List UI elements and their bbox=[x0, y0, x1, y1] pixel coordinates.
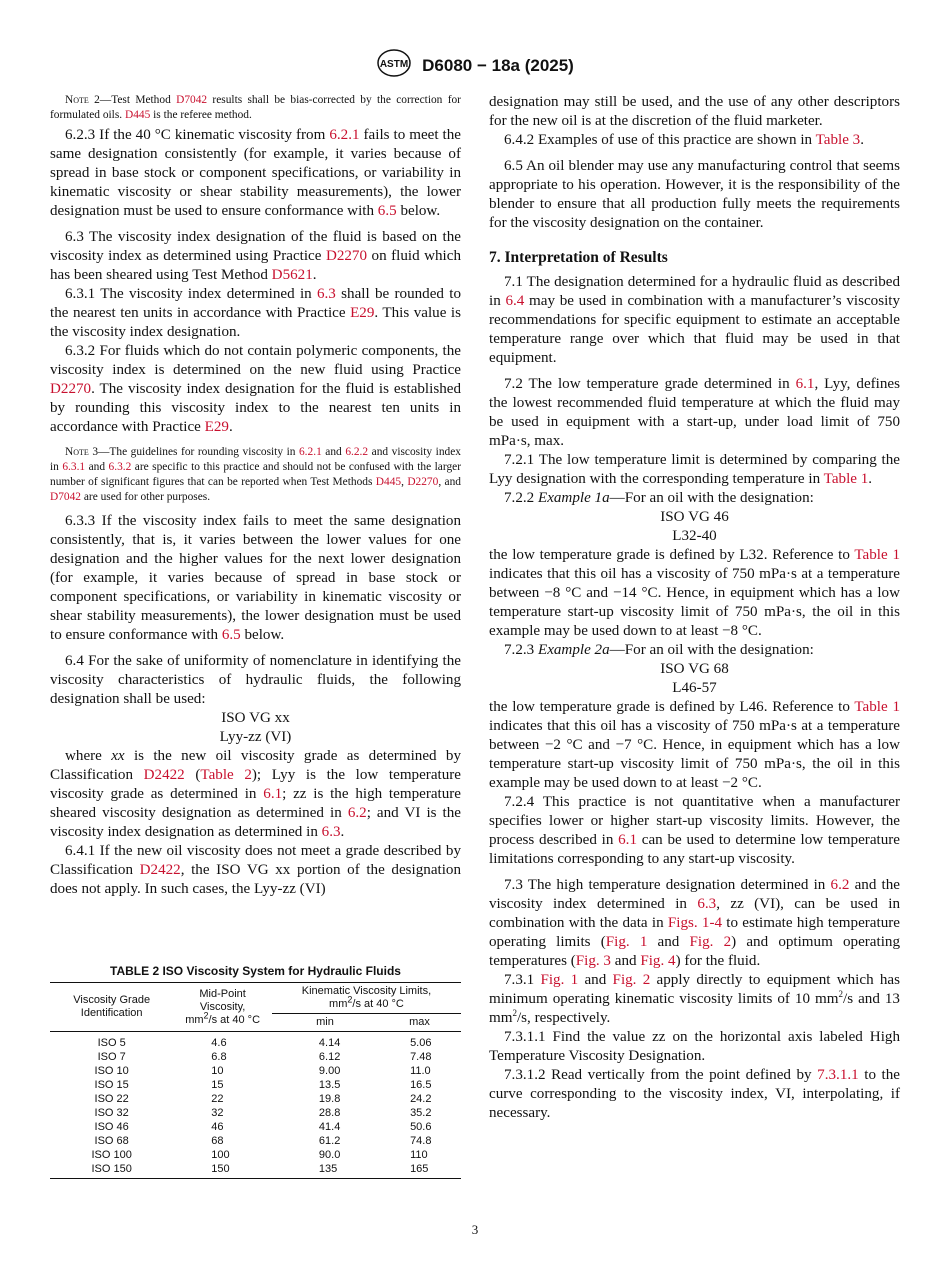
cell-midpoint: 6.8 bbox=[211, 1051, 227, 1063]
ref-link[interactable]: Table 2 bbox=[200, 767, 252, 783]
para-7-2-2-body: the low temperature grade is defined by L32. Reference to Table 1 indicates that this oil has a viscosity of 750 mPa·s at a temperature between −8 °C and −14 °C. Hence, in equipment which has a low temperature start-up viscosity limit of 750 mPa·s, the oil in this example may be used down to at least −8 °C. bbox=[489, 547, 900, 639]
ref-link[interactable]: Fig. 3 bbox=[575, 953, 611, 969]
viscosity-table bbox=[50, 982, 461, 1179]
cell-min: 28.8 bbox=[318, 1107, 341, 1119]
ref-link[interactable]: Fig. 4 bbox=[640, 953, 676, 969]
ref-link[interactable]: 6.3 bbox=[697, 896, 717, 912]
page-header bbox=[0, 48, 950, 83]
ref-link[interactable]: 6.2.1 bbox=[298, 446, 322, 458]
cell-max: 35.2 bbox=[410, 1107, 432, 1119]
col-header-midpoint: Mid-Point Viscosity, $mm^2/s$ at 40 °C bbox=[173, 983, 272, 1032]
ref-link[interactable]: Fig. 1 bbox=[540, 972, 579, 988]
cell-min: 90.0 bbox=[318, 1149, 341, 1161]
ref-link[interactable]: 6.3 bbox=[321, 824, 341, 840]
ref-link[interactable]: E29 bbox=[350, 305, 375, 321]
cell-max: 50.6 bbox=[410, 1121, 432, 1133]
ref-link[interactable]: Fig. 1 bbox=[605, 934, 648, 950]
ref-link[interactable]: 6.2.2 bbox=[345, 446, 369, 458]
ref-link[interactable]: 6.2 bbox=[830, 877, 850, 893]
ref-link[interactable]: 7.3.1.1 bbox=[817, 1067, 859, 1083]
cell-grade: ISO 150 bbox=[50, 1162, 173, 1179]
para-7-3-1: 7.3.1 Fig. 1 and Fig. 2 apply directly to equipment which has minimum operating kinematic viscosity limits of 10 $mm^2/s$ and 13 $mm^2/s$, respectively. bbox=[489, 972, 901, 1026]
cell-grade: ISO 68 bbox=[94, 1135, 129, 1147]
example-2a-line-1: ISO VG 68 bbox=[660, 661, 729, 677]
col-header-grade: Viscosity Grade Identification bbox=[50, 983, 173, 1032]
para-6-4-1-cont: designation may still be used, and the use of any other descriptors for the new oil is at the discretion of the fluid marketer. bbox=[489, 94, 900, 129]
table-row bbox=[50, 1120, 461, 1134]
cell-min: 9.00 bbox=[318, 1065, 341, 1077]
table-row bbox=[50, 1078, 461, 1092]
ref-link[interactable]: D5621 bbox=[271, 267, 313, 283]
table-row bbox=[50, 1050, 461, 1064]
table-title: TABLE 2 ISO Viscosity System for Hydraulic Fluids bbox=[110, 964, 401, 978]
ref-link[interactable]: 6.5 bbox=[377, 203, 397, 219]
ref-link[interactable]: Figs. 1-4 bbox=[667, 915, 723, 931]
ref-link[interactable]: 6.2 bbox=[347, 805, 367, 821]
ref-link[interactable]: Table 1 bbox=[854, 699, 900, 715]
cell-min: 6.12 bbox=[318, 1051, 341, 1063]
col-header-min: min bbox=[272, 1014, 378, 1032]
note-3: Note 3—The guidelines for rounding viscosity in 6.2.1 and 6.2.2 and viscosity index in 6.3.1 and 6.3.2 are specific to this practice and should not be confused with the larger number of significant figures that can be reported when Test Methods D445, D2270, and D7042 are used for other purposes. bbox=[50, 446, 461, 503]
cell-midpoint: 15 bbox=[211, 1079, 224, 1091]
para-7-3: 7.3 The high temperature designation determined in 6.2 and the viscosity index determined in 6.3, zz (VI), can be used in combination with the data in Figs. 1-4 to estimate high temperature operating limits (Fig. 1 and Fig. 2) and optimum operating temperatures (Fig. 3 and Fig. 4) for the fluid. bbox=[489, 877, 901, 969]
ref-link[interactable]: D2270 bbox=[50, 381, 92, 397]
ref-link[interactable]: D7042 bbox=[50, 491, 82, 503]
ref-link[interactable]: Fig. 2 bbox=[612, 972, 651, 988]
cell-grade: ISO 5 bbox=[97, 1037, 126, 1049]
cell-max: 110 bbox=[410, 1149, 428, 1161]
note-2: Note 2—Test Method D7042 results shall be bias-corrected by the correction for formulated oils. D445 is the referee method. bbox=[50, 94, 461, 121]
para-7-1: 7.1 The designation determined for a hydraulic fluid as described in 6.4 may be used in combination with a manufacturer’s viscosity recommendations for specific equipment to estimate an acceptable temperature range over which that fluid may be used in that equipment. bbox=[489, 274, 901, 366]
ref-link[interactable]: Table 1 bbox=[854, 547, 900, 563]
cell-min: 4.14 bbox=[318, 1037, 341, 1049]
para-7-2-1: 7.2.1 The low temperature limit is determined by comparing the Lyy designation with the corresponding temperature in Table 1. bbox=[489, 452, 900, 487]
cell-max: 11.0 bbox=[410, 1065, 431, 1077]
cell-midpoint: 150 bbox=[173, 1162, 272, 1179]
page-number: 3 bbox=[471, 1222, 479, 1237]
example-2a-line-2: L46-57 bbox=[672, 680, 717, 696]
example-1a-line-1: ISO VG 46 bbox=[660, 509, 729, 525]
ref-link[interactable]: Table 3 bbox=[815, 132, 861, 148]
cell-midpoint: 22 bbox=[211, 1093, 224, 1105]
ref-link[interactable]: D2270 bbox=[407, 476, 439, 488]
cell-midpoint: 100 bbox=[211, 1149, 230, 1161]
svg-text:ASTM: ASTM bbox=[379, 59, 409, 70]
para-6-2-3: 6.2.3 If the 40 °C kinematic viscosity from 6.2.1 fails to meet the same designation consistently (for example, it varies because of spread in base stock or component specifications, or variability in kinematic viscosity or shear stability measurements), the lower designation must be used to ensure conformance with 6.5 below. bbox=[50, 127, 461, 219]
col-header-limits: Kinematic Viscosity Limits, $mm^2/s$ at 40 °C bbox=[272, 983, 461, 1014]
astm-logo-icon bbox=[376, 48, 412, 83]
cell-max: 7.48 bbox=[410, 1051, 432, 1063]
document-designation: D6080 − 18a (2025) bbox=[422, 55, 574, 75]
para-6-4-where: where xx is the new oil viscosity grade as determined by Classification D2422 (Table 2); Lyy is the low temperature viscosity grade as determined in 6.1; zz is the high temperature sheared viscosity designation as determined in 6.2; and VI is the viscosity index designation as determined in 6.3. bbox=[50, 748, 462, 840]
ref-link[interactable]: 6.4 bbox=[505, 293, 525, 309]
ref-link[interactable]: D445 bbox=[124, 109, 151, 121]
ref-link[interactable]: 6.1 bbox=[618, 832, 637, 848]
ref-link[interactable]: E29 bbox=[204, 419, 229, 435]
para-7-3-1-2: 7.3.1.2 Read vertically from the point defined by 7.3.1.1 to the curve corresponding to the viscosity index, VI, interpolating, if necessary. bbox=[489, 1067, 900, 1121]
ref-link[interactable]: 6.3.2 bbox=[108, 461, 132, 473]
cell-max: 165 bbox=[378, 1162, 461, 1179]
ref-link[interactable]: Fig. 2 bbox=[689, 934, 732, 950]
cell-grade: ISO 32 bbox=[94, 1107, 129, 1119]
cell-grade: ISO 22 bbox=[94, 1093, 129, 1105]
para-6-4-1: 6.4.1 If the new oil viscosity does not meet a grade described by Classification D2422, the ISO VG xx portion of the designation does not apply. In such cases, the Lyy-zz (VI) bbox=[50, 843, 461, 897]
cell-grade: ISO 46 bbox=[94, 1121, 129, 1133]
cell-midpoint: 32 bbox=[211, 1107, 224, 1119]
para-6-3-1: 6.3.1 The viscosity index determined in 6.3 shall be rounded to the nearest ten units in accordance with Practice E29. This value is the viscosity index designation. bbox=[50, 286, 461, 340]
table-row bbox=[50, 1092, 461, 1106]
table-row bbox=[50, 1162, 461, 1179]
cell-grade: ISO 10 bbox=[94, 1065, 129, 1077]
ref-link[interactable]: 6.5 bbox=[221, 627, 241, 643]
para-6-4-2: 6.4.2 Examples of use of this practice are shown in Table 3. bbox=[504, 132, 864, 148]
cell-grade: ISO 15 bbox=[94, 1079, 129, 1091]
designation-line-1: ISO VG xx bbox=[221, 710, 290, 726]
para-6-3: 6.3 The viscosity index designation of the fluid is based on the viscosity index as determined using Practice D2270 on fluid which has been sheared using Test Method D5621. bbox=[50, 229, 461, 283]
ref-link[interactable]: 6.3 bbox=[316, 286, 336, 302]
cell-max: 74.8 bbox=[410, 1135, 432, 1147]
para-6-5: 6.5 An oil blender may use any manufacturing control that seems appropriate to his operation. However, it is the responsibility of the blender to ensure that all production fully meets the requirements for the viscosity designation on the container. bbox=[489, 158, 900, 231]
ref-link[interactable]: D2422 bbox=[139, 862, 181, 878]
table-row bbox=[50, 1032, 461, 1051]
para-6-3-2: 6.3.2 For fluids which do not contain polymeric components, the viscosity index is determined on the new fluid using Practice D2270. The viscosity index designation for the fluid is established by rounding this viscosity index to the nearest ten units in accordance with Practice E29. bbox=[50, 343, 461, 435]
table-row bbox=[50, 1134, 461, 1148]
example-1a-line-2: L32-40 bbox=[672, 528, 717, 544]
para-6-3-3: 6.3.3 If the viscosity index fails to meet the same designation consistently, that is, it varies between the lower values for one designation and the higher values for the next lower designation (for example, it varies because of spread in base stock or component specifications, or variability in kinematic viscosity or shear stability measurements), the lower designation must be used to ensure conformance with 6.5 below. bbox=[50, 513, 461, 643]
cell-midpoint: 4.6 bbox=[211, 1037, 227, 1049]
table-2 bbox=[50, 964, 461, 1179]
section-heading-7: 7. Interpretation of Results bbox=[489, 249, 668, 266]
cell-max: 5.06 bbox=[410, 1037, 432, 1049]
right-column bbox=[489, 93, 900, 1123]
para-7-2-2: 7.2.2 Example 1a—For an oil with the designation: bbox=[504, 490, 814, 506]
designation-line-2: Lyy-zz (VI) bbox=[219, 729, 292, 745]
cell-grade: ISO 100 bbox=[91, 1149, 132, 1161]
cell-min: 19.8 bbox=[318, 1093, 341, 1105]
cell-midpoint: 46 bbox=[211, 1121, 224, 1133]
ref-link[interactable]: Table 1 bbox=[823, 471, 869, 487]
cell-min: 13.5 bbox=[318, 1079, 341, 1091]
cell-grade: ISO 7 bbox=[97, 1051, 126, 1063]
col-header-max: max bbox=[378, 1014, 461, 1032]
left-column bbox=[50, 93, 461, 899]
cell-min: 61.2 bbox=[318, 1135, 341, 1147]
ref-link[interactable]: 6.1 bbox=[795, 376, 815, 392]
cell-max: 24.2 bbox=[410, 1093, 432, 1105]
ref-link[interactable]: D445 bbox=[375, 476, 402, 488]
para-7-2-3: 7.2.3 Example 2a—For an oil with the designation: bbox=[504, 642, 814, 658]
para-6-4: 6.4 For the sake of uniformity of nomenclature in identifying the viscosity characteristics of hydraulic fluids, the following designation shall be used: bbox=[50, 653, 461, 707]
ref-link[interactable]: 6.3.1 bbox=[62, 461, 86, 473]
table-row bbox=[50, 1148, 461, 1162]
para-7-2-3-body: the low temperature grade is defined by L46. Reference to Table 1 indicates that this oil has a viscosity of 750 mPa·s at a temperature between −2 °C and −7 °C. Hence, in equipment which has a low temperature start-up viscosity limit of 750 mPa·s, the oil in this example may be used down to at least −2 °C. bbox=[489, 699, 900, 791]
ref-link[interactable]: 6.2.1 bbox=[329, 127, 360, 143]
cell-min: 41.4 bbox=[318, 1121, 341, 1133]
cell-midpoint: 68 bbox=[211, 1135, 224, 1147]
cell-max: 16.5 bbox=[410, 1079, 432, 1091]
para-7-2: 7.2 The low temperature grade determined in 6.1, Lyy, defines the lowest recommended fluid temperature at which the fluid may be used in equipment with a start-up, under load limit of 750 mPa·s, max. bbox=[489, 376, 900, 449]
ref-link[interactable]: D2270 bbox=[325, 248, 368, 264]
table-row bbox=[50, 1106, 461, 1120]
para-7-2-4: 7.2.4 This practice is not quantitative when a manufacturer specifies lower or higher start-up viscosity limits. However, the process described in 6.1 can be used to determine low temperature limitations corresponding to any start-up viscosity. bbox=[489, 794, 900, 867]
table-row bbox=[50, 1064, 461, 1078]
para-7-3-1-1: 7.3.1.1 Find the value zz on the horizontal axis labeled High Temperature Viscosity Designation. bbox=[489, 1029, 900, 1064]
ref-link[interactable]: 6.1 bbox=[263, 786, 283, 802]
cell-midpoint: 10 bbox=[211, 1065, 224, 1077]
ref-link[interactable]: D7042 bbox=[176, 94, 208, 106]
cell-min: 135 bbox=[272, 1162, 378, 1179]
ref-link[interactable]: D2422 bbox=[143, 767, 185, 783]
